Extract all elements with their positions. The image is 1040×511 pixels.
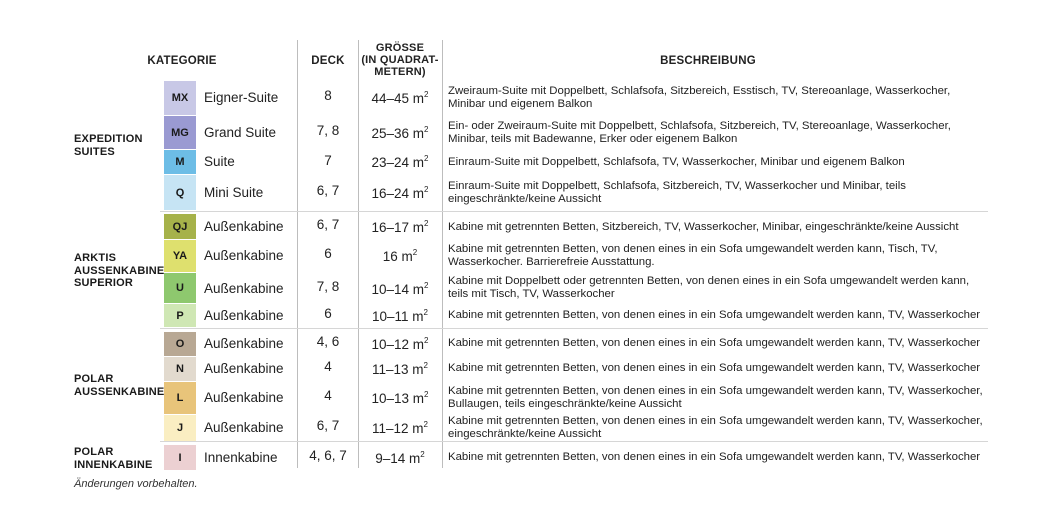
table-row xyxy=(0,150,1040,174)
table-row xyxy=(0,116,1040,149)
category-code-badge xyxy=(164,382,196,414)
size-unit-sup: 2 xyxy=(423,308,428,317)
description: Kabine mit getrennten Betten, von denen eines in ein Sofa umgewandelt werden kann, Tisch, TV, Wasserkocher. Barrierefreie Ausstattung. xyxy=(448,243,938,268)
group-label-line: POLAR xyxy=(74,373,114,385)
description: Einraum-Suite mit Doppelbett, Schlafsofa, Sitzbereich, TV, Wasserkocher und Minibar, teils eingeschränkte/keine Aussicht xyxy=(448,180,906,205)
size-value xyxy=(358,420,442,436)
cabin-name: Außenkabine xyxy=(204,390,284,405)
cabin-name: Innenkabine xyxy=(204,450,278,465)
category-code: O xyxy=(175,338,185,350)
size-number: 10–13 m xyxy=(371,391,425,406)
table-row xyxy=(0,332,1040,356)
description: Einraum-Suite mit Doppelbett, Schlafsofa, TV, Wasserkocher, Minibar und eigenem Balkon xyxy=(448,156,905,168)
table-row xyxy=(0,445,1040,470)
category-code-badge xyxy=(164,240,196,272)
description: Kabine mit getrennten Betten, Sitzbereich, TV, Wasserkocher, Minibar, eingeschränkte/keine Aussicht xyxy=(448,221,959,233)
cabin-name: Außenkabine xyxy=(204,248,284,263)
size-number: 11–12 m xyxy=(372,421,424,436)
group-label-line: AUSSENKABINE xyxy=(74,264,165,277)
description: Kabine mit getrennten Betten, von denen eines in ein Sofa umgewandelt werden kann, TV, Wasserkocher xyxy=(448,309,981,321)
category-code: YA xyxy=(172,250,188,262)
description: Kabine mit getrennten Betten, von denen eines in ein Sofa umgewandelt werden kann, TV, Wasserkocher, Bullaugen, teils eingeschränkte/keine Aussicht xyxy=(448,385,983,410)
group-label-line: SUITES xyxy=(74,145,115,158)
group-label-line: POLAR xyxy=(74,446,114,458)
category-code-badge xyxy=(164,273,196,303)
deck-value: 6, 7 xyxy=(316,183,340,198)
size-number: 10–12 m xyxy=(371,337,425,352)
header-groesse-line3: METERN) xyxy=(374,66,426,78)
size-number: 44–45 m xyxy=(371,91,425,106)
category-code: J xyxy=(176,422,184,434)
deck-value: 6, 7 xyxy=(316,418,340,433)
size-value xyxy=(358,154,442,170)
group-label-line: EXPEDITION xyxy=(74,133,143,145)
description: Kabine mit Doppelbett oder getrennten Betten, von denen eines in ein Sofa umgewandelt werden kann, teils mit Tisch, TV, Wasserkocher xyxy=(448,275,970,300)
cabin-name: Außenkabine xyxy=(204,219,284,234)
group-label-line: INNENKABINE xyxy=(74,458,153,471)
cabin-name: Außenkabine xyxy=(204,420,284,435)
group-label-line: ARKTIS xyxy=(74,252,117,264)
cabin-name: Außenkabine xyxy=(204,336,284,351)
header-deck: DECK xyxy=(311,55,345,67)
cabin-name: Außenkabine xyxy=(204,281,284,296)
header-kategorie: KATEGORIE xyxy=(147,55,217,67)
category-code: N xyxy=(176,363,184,375)
size-number: 23–24 m xyxy=(371,155,425,170)
deck-value: 6 xyxy=(324,246,332,261)
size-unit-sup: 2 xyxy=(424,125,429,134)
description: Kabine mit getrennten Betten, von denen eines in ein Sofa umgewandelt werden kann, TV, Wasserkocher, eingeschränkte/keine Aussicht xyxy=(448,415,983,440)
category-code-badge xyxy=(164,304,196,327)
header-groesse-line2: (IN QUADRAT- xyxy=(361,54,439,66)
size-unit-sup: 2 xyxy=(424,154,429,163)
category-code: M xyxy=(175,156,185,168)
cabin-name: Außenkabine xyxy=(204,308,284,323)
category-code: L xyxy=(176,392,184,404)
description: Kabine mit getrennten Betten, von denen eines in ein Sofa umgewandelt werden kann, TV, Wasserkocher xyxy=(448,362,981,374)
size-unit-sup: 2 xyxy=(424,281,429,290)
size-unit-sup: 2 xyxy=(424,185,429,194)
description: Ein- oder Zweiraum-Suite mit Doppelbett, Schlafsofa, Sitzbereich, TV, Stereoanlage, Wasserkocher, Minibar, teils mit Badewanne, Erker oder eigenem Balkon xyxy=(448,120,951,145)
size-value xyxy=(358,308,442,324)
size-value xyxy=(358,390,442,406)
size-unit-sup: 2 xyxy=(412,248,418,257)
cabin-name: Außenkabine xyxy=(204,361,284,376)
table-row xyxy=(0,240,1040,272)
size-number: 16 m xyxy=(382,249,413,264)
table-row xyxy=(0,357,1040,381)
header-beschreibung: BESCHREIBUNG xyxy=(660,55,756,67)
size-value xyxy=(358,90,442,106)
table-row xyxy=(0,81,1040,115)
size-unit-sup: 2 xyxy=(424,219,429,228)
category-code-badge xyxy=(164,81,196,115)
table-row xyxy=(0,304,1040,327)
cabin-name: Mini Suite xyxy=(204,185,264,200)
category-code-badge xyxy=(164,357,196,381)
size-number: 9–14 m xyxy=(375,451,421,466)
category-code: U xyxy=(176,282,184,294)
size-number: 10–14 m xyxy=(371,282,425,297)
category-code: P xyxy=(176,309,184,322)
deck-value: 7 xyxy=(324,153,332,168)
size-unit-sup: 2 xyxy=(424,390,429,399)
footnote: Änderungen vorbehalten. xyxy=(74,478,198,490)
size-value xyxy=(358,450,442,466)
deck-value: 8 xyxy=(324,88,332,103)
category-code: I xyxy=(178,451,182,464)
size-number: 25–36 m xyxy=(371,126,425,141)
size-unit-sup: 2 xyxy=(424,336,429,345)
size-value xyxy=(358,219,442,235)
category-code: Q xyxy=(175,186,185,199)
size-value xyxy=(358,361,442,377)
category-code-badge xyxy=(164,415,196,441)
size-unit-sup: 2 xyxy=(423,420,428,429)
category-code: MG xyxy=(171,126,189,139)
description: Kabine mit getrennten Betten, von denen eines in ein Sofa umgewandelt werden kann, TV, Wasserkocher xyxy=(448,451,981,463)
table-row xyxy=(0,175,1040,210)
deck-value: 4 xyxy=(324,388,332,403)
category-code-badge xyxy=(164,175,196,210)
size-number: 16–24 m xyxy=(371,186,425,201)
cabin-name: Suite xyxy=(204,154,235,169)
size-number: 11–13 m xyxy=(372,362,424,377)
size-value xyxy=(358,248,442,264)
size-unit-sup: 2 xyxy=(423,361,428,370)
table-row xyxy=(0,415,1040,441)
size-unit-sup: 2 xyxy=(424,90,429,99)
deck-value: 7, 8 xyxy=(316,279,340,294)
category-code-badge xyxy=(164,116,196,149)
size-value xyxy=(358,185,442,201)
table-row xyxy=(0,273,1040,303)
header-groesse xyxy=(358,42,442,78)
category-code: MX xyxy=(171,92,189,104)
deck-value: 4, 6, 7 xyxy=(309,448,347,463)
deck-value: 4 xyxy=(324,359,332,374)
size-unit-sup: 2 xyxy=(420,450,425,459)
group-separator xyxy=(160,328,988,329)
header-groesse-line1: GRÖSSE xyxy=(375,42,425,54)
size-number: 16–17 m xyxy=(371,220,425,235)
group-separator xyxy=(160,441,988,442)
cabin-name: Eigner-Suite xyxy=(204,90,279,105)
category-code-badge xyxy=(164,214,196,239)
category-code-badge xyxy=(164,150,196,174)
size-value xyxy=(358,125,442,141)
deck-value: 6 xyxy=(324,306,332,321)
size-value xyxy=(358,281,442,297)
category-code: QJ xyxy=(172,220,188,233)
group-label-line: SUPERIOR xyxy=(74,277,134,289)
deck-value: 7, 8 xyxy=(316,123,340,138)
category-code-badge xyxy=(164,445,196,470)
group-label-line: AUSSENKABINE xyxy=(74,385,165,398)
group-separator xyxy=(160,211,988,212)
size-number: 10–11 m xyxy=(372,309,424,324)
deck-value: 4, 6 xyxy=(316,334,340,349)
table-row xyxy=(0,214,1040,239)
description: Kabine mit getrennten Betten, von denen eines in ein Sofa umgewandelt werden kann, TV, Wasserkocher xyxy=(448,337,981,349)
size-value xyxy=(358,336,442,352)
cabin-name: Grand Suite xyxy=(204,125,277,140)
deck-value: 6, 7 xyxy=(316,217,340,232)
description: Zweiraum-Suite mit Doppelbett, Schlafsofa, Sitzbereich, Esstisch, TV, Stereoanlage, Wasserkocher, Minibar und eigenem Balkon xyxy=(448,85,951,110)
table-row xyxy=(0,382,1040,414)
category-code-badge xyxy=(164,332,196,356)
